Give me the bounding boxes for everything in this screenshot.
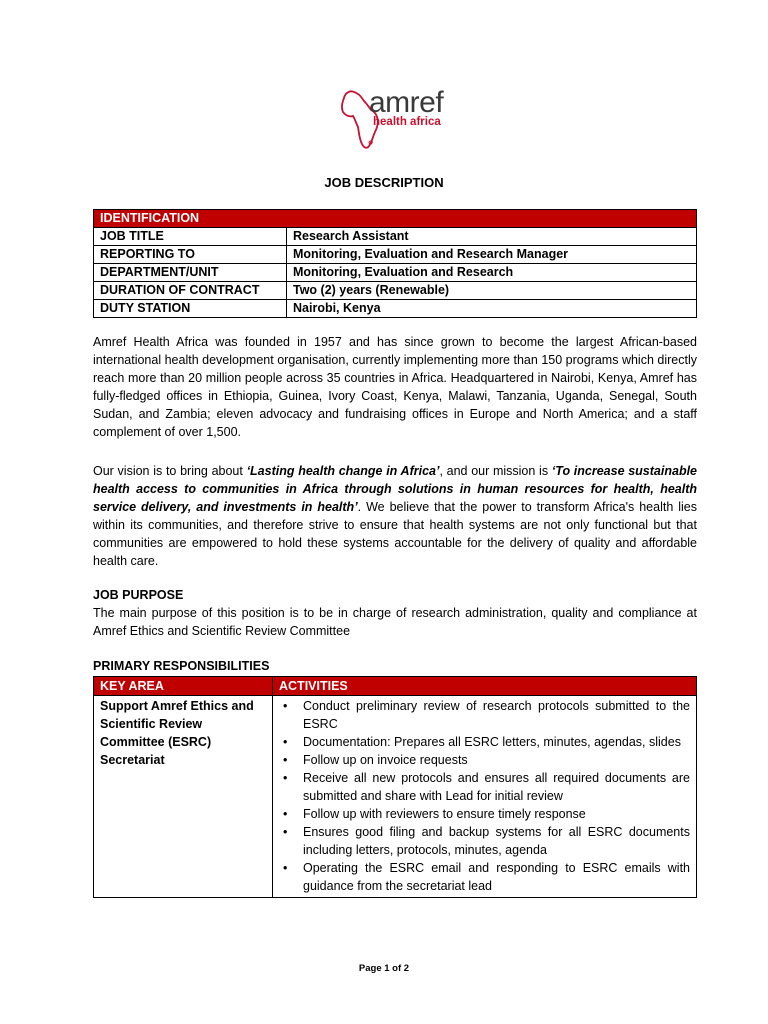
duration-label: DURATION OF CONTRACT xyxy=(94,282,287,300)
list-item: • Operating the ESRC email and responding to ESRC emails with guidance from the secretariat lead xyxy=(279,859,690,895)
list-item: • Follow up with reviewers to ensure timely response xyxy=(279,805,690,823)
reporting-to-label: REPORTING TO xyxy=(94,246,287,264)
key-area-header: KEY AREA xyxy=(94,677,273,696)
table-row xyxy=(94,264,697,282)
list-item: • Receive all new protocols and ensures all required documents are submitted and share with Lead for initial review xyxy=(279,769,690,805)
list-item: • Follow up on invoice requests xyxy=(279,751,690,769)
responsibilities-table xyxy=(93,676,697,898)
department-value: Monitoring, Evaluation and Research xyxy=(287,264,697,282)
table-row xyxy=(94,246,697,264)
about-paragraph: Amref Health Africa was founded in 1957 and has since grown to become the largest African-based international health development organisation, currently implementing more than 150 programs which directly reach more than 20 million people across 35 countries in Africa. Headquartered in Nairobi, Kenya, Amref has fully-fledged offices in Ethiopia, Guinea, Ivory Coast, Kenya, Malawi, Tanzania, Uganda, Senegal, South Sudan, and Zambia; eleven advocacy and fundraising offices in Europe and North America; and a staff complement of over 1,500. xyxy=(93,335,697,439)
amref-logo xyxy=(340,86,460,152)
logo-subtitle: health africa xyxy=(373,116,441,128)
activities-header: ACTIVITIES xyxy=(273,677,697,696)
table-row xyxy=(94,300,697,318)
list-item: • Conduct preliminary review of research protocols submitted to the ESRC xyxy=(279,697,690,733)
duration-value: Two (2) years (Renewable) xyxy=(287,282,697,300)
identification-table xyxy=(93,209,697,318)
vision-text-1: Our vision is to bring about xyxy=(93,464,247,478)
department-label: DEPARTMENT/UNIT xyxy=(94,264,287,282)
table-row xyxy=(94,228,697,246)
table-row xyxy=(94,696,697,898)
duty-station-label: DUTY STATION xyxy=(94,300,287,318)
identification-header-row xyxy=(94,210,697,228)
page-number: Page 1 of 2 xyxy=(358,963,410,974)
table-row xyxy=(94,282,697,300)
vision-quote: ‘Lasting health change in Africa’ xyxy=(246,464,440,478)
logo-wordmark: amref xyxy=(369,86,444,119)
key-area-cell: Support Amref Ethics and Scientific Review Committee (ESRC) Secretariat xyxy=(94,696,273,898)
activities-cell xyxy=(273,696,697,898)
job-purpose-text: The main purpose of this position is to be in charge of research administration, quality and compliance at Amref Ethics and Scientific Review Committee xyxy=(93,606,697,638)
mission-quote: ‘To increase sustainable health access to communities in Africa through solutions in human resources for health, health service delivery, and investments in health’ xyxy=(93,464,697,514)
job-title-value: Research Assistant xyxy=(287,228,697,246)
vision-text-2: , and our mission is xyxy=(439,464,552,478)
identification-header: IDENTIFICATION xyxy=(94,210,697,228)
responsibilities-heading: PRIMARY RESPONSIBILITIES xyxy=(93,659,270,673)
activities-list xyxy=(279,697,690,895)
job-purpose-heading: JOB PURPOSE xyxy=(93,588,184,602)
duty-station-value: Nairobi, Kenya xyxy=(287,300,697,318)
job-title-label: JOB TITLE xyxy=(94,228,287,246)
responsibilities-header-row xyxy=(94,677,697,696)
vision-paragraph xyxy=(93,462,697,570)
vision-text-3: . We believe that the power to transform Africa's health lies within its communities, and therefore strive to ensure that health systems are not only functional but that communities are empowered to hold these systems accountable for the delivery of quality and affordable health care. xyxy=(93,500,697,568)
list-item: • Ensures good filing and backup systems for all ESRC documents including letters, protocols, minutes, agenda xyxy=(279,823,690,859)
list-item: • Documentation: Prepares all ESRC letters, minutes, agendas, slides xyxy=(279,733,690,751)
reporting-to-value: Monitoring, Evaluation and Research Manager xyxy=(287,246,697,264)
page-title: JOB DESCRIPTION xyxy=(324,175,444,190)
